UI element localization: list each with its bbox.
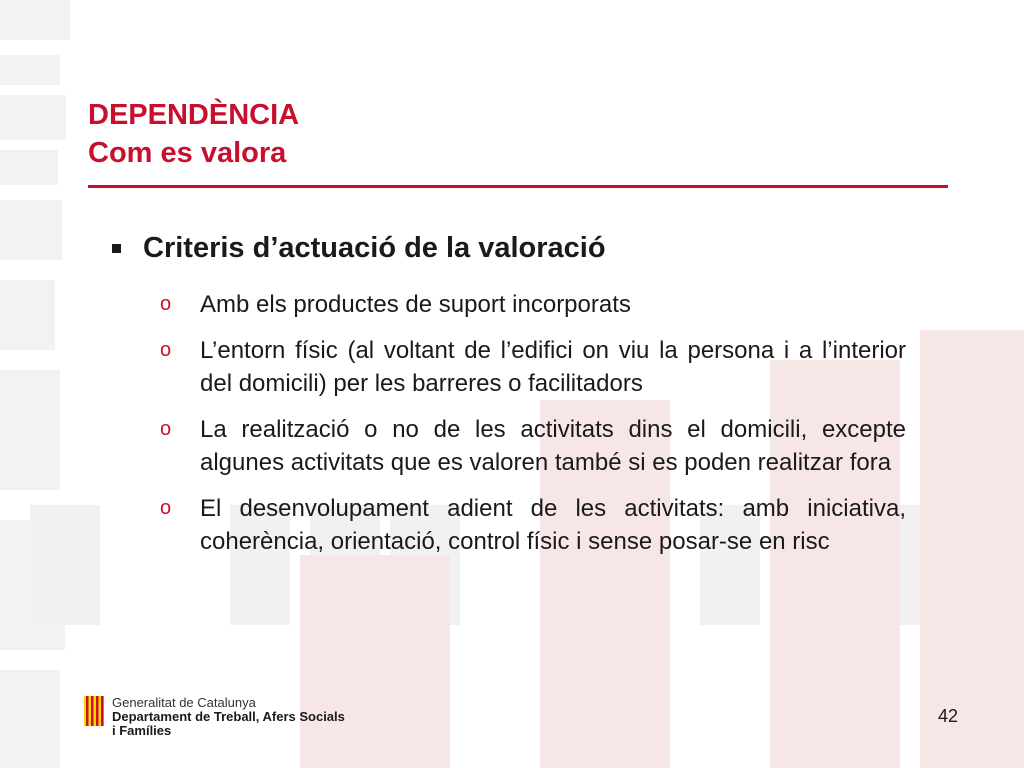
sub-bullet-text: El desenvolupament adient de les activitats: amb iniciativa, coherència, orientació, control físic i sense posar-se en risc [200, 495, 906, 555]
circle-bullet-icon: o [160, 418, 172, 440]
main-bullet-text: Criteris d’actuació de la valoració [143, 232, 606, 264]
slide-title [88, 96, 299, 172]
department-name: Departament de Treball, Afers Socials [112, 709, 345, 724]
sub-bullet-item [160, 288, 906, 321]
square-bullet-icon [112, 244, 121, 253]
sub-bullet-list [160, 288, 906, 571]
footer-logo [84, 696, 345, 738]
sub-bullet-item [160, 413, 906, 479]
org-name: Generalitat de Catalunya [112, 695, 256, 710]
circle-bullet-icon: o [160, 339, 172, 361]
sub-bullet-item [160, 492, 906, 558]
sub-bullet-text: La realització o no de les activitats dins el domicili, excepte algunes activitats que es valoren també si es poden realitzar fora [200, 416, 906, 476]
circle-bullet-icon: o [160, 293, 172, 315]
title-subheading: Com es valora [88, 137, 287, 169]
sub-bullet-text: L’entorn físic (al voltant de l’edifici on viu la persona i a l’interior del domicili) per les barreres o facilitadors [200, 337, 906, 397]
title-divider [88, 185, 948, 188]
sub-bullet-item [160, 334, 906, 400]
department-name-line2: i Famílies [112, 723, 172, 738]
title-heading: DEPENDÈNCIA [88, 99, 300, 131]
sub-bullet-text: Amb els productes de suport incorporats [200, 291, 631, 318]
page-number: 42 [938, 706, 959, 726]
circle-bullet-icon: o [160, 497, 172, 519]
generalitat-logo-icon [84, 696, 104, 726]
main-bullet-item [112, 232, 606, 265]
